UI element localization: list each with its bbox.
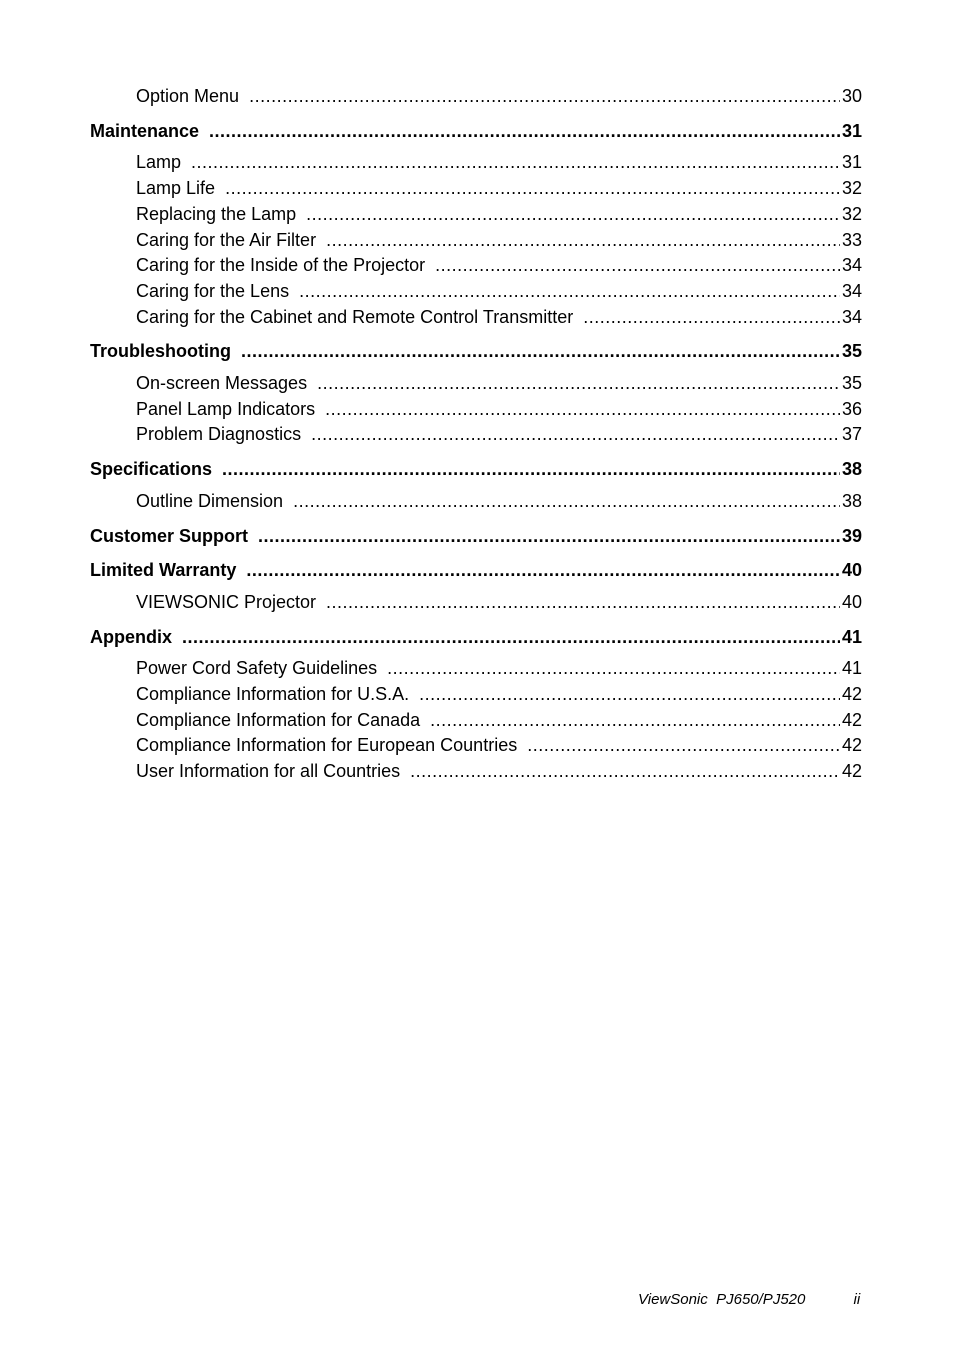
- toc-subentry[interactable]: [90, 489, 862, 515]
- toc-section-entry[interactable]: [90, 625, 862, 651]
- toc-entry-label: Troubleshooting: [90, 341, 231, 362]
- toc-entry-label: Replacing the Lamp: [136, 203, 297, 224]
- toc-entry-page: 41: [841, 626, 862, 647]
- toc-dot-leader: [306, 202, 840, 228]
- toc-entry-page: 39: [841, 525, 862, 546]
- toc-entry-label: Compliance Information for U.S.A.: [136, 684, 410, 705]
- toc-dot-leader: [293, 489, 840, 515]
- toc-entry-page: 36: [841, 398, 862, 419]
- toc-dot-leader: [246, 558, 840, 584]
- toc-entry-page: 35: [841, 373, 862, 394]
- toc-dot-leader: [249, 84, 840, 110]
- toc-entry-page: 33: [841, 229, 862, 250]
- table-of-contents: [90, 84, 862, 785]
- toc-entry-label: Appendix: [90, 626, 173, 647]
- toc-subentry[interactable]: [90, 590, 862, 616]
- toc-dot-leader: [419, 682, 840, 708]
- toc-entry-page: 38: [841, 459, 862, 480]
- footer-page-number: ii: [853, 1291, 861, 1308]
- page-footer: [638, 1291, 860, 1308]
- toc-entry-page: 34: [841, 306, 862, 327]
- toc-entry-label: Caring for the Inside of the Projector: [136, 255, 426, 276]
- toc-entry-label: Option Menu: [136, 86, 240, 106]
- toc-entry-page: 42: [841, 709, 862, 730]
- toc-subentry[interactable]: [90, 708, 862, 734]
- footer-model: PJ650/PJ520: [716, 1291, 806, 1308]
- toc-entry-page: 40: [841, 591, 862, 612]
- toc-dot-leader: [326, 590, 840, 616]
- toc-entry-label: Compliance Information for Canada: [136, 709, 421, 730]
- toc-section-entry[interactable]: [90, 339, 862, 365]
- toc-entry-page: 34: [841, 280, 862, 301]
- toc-subentry[interactable]: [90, 253, 862, 279]
- toc-dot-leader: [326, 228, 840, 254]
- toc-dot-leader: [311, 422, 840, 448]
- toc-entry-page: 31: [841, 152, 862, 173]
- toc-entry-page: 30: [841, 86, 862, 106]
- toc-subentry[interactable]: [90, 84, 862, 110]
- toc-dot-leader: [387, 656, 840, 682]
- footer-brand: ViewSonic: [638, 1291, 708, 1308]
- toc-dot-leader: [435, 253, 840, 279]
- toc-entry-label: On-screen Messages: [136, 373, 308, 394]
- toc-entry-page: 42: [841, 684, 862, 705]
- toc-entry-page: 34: [841, 255, 862, 276]
- toc-subentry[interactable]: [90, 733, 862, 759]
- toc-subentry[interactable]: [90, 176, 862, 202]
- toc-subentry[interactable]: [90, 759, 862, 785]
- toc-dot-leader: [430, 708, 840, 734]
- toc-entry-label: Caring for the Lens: [136, 280, 290, 301]
- toc-dot-leader: [225, 176, 840, 202]
- toc-entry-label: Outline Dimension: [136, 490, 284, 511]
- toc-dot-leader: [241, 339, 840, 365]
- toc-subentry[interactable]: [90, 656, 862, 682]
- toc-section-entry[interactable]: [90, 558, 862, 584]
- toc-dot-leader: [222, 457, 840, 483]
- toc-entry-page: 32: [841, 178, 862, 199]
- toc-entry-label: User Information for all Countries: [136, 761, 401, 782]
- toc-subentry[interactable]: [90, 397, 862, 423]
- toc-entry-page: 31: [841, 120, 862, 141]
- toc-entry-label: Lamp Life: [136, 178, 216, 199]
- toc-entry-label: Caring for the Cabinet and Remote Control Transmitter: [136, 306, 574, 327]
- toc-dot-leader: [182, 625, 840, 651]
- toc-subentry[interactable]: [90, 682, 862, 708]
- toc-entry-page: 35: [841, 341, 862, 362]
- toc-entry-label: Panel Lamp Indicators: [136, 398, 316, 419]
- toc-entry-page: 37: [841, 424, 862, 445]
- toc-entry-page: 42: [841, 735, 862, 756]
- toc-dot-leader: [410, 759, 840, 785]
- toc-dot-leader: [209, 119, 840, 145]
- toc-subentry[interactable]: [90, 371, 862, 397]
- toc-entry-page: 32: [841, 203, 862, 224]
- toc-dot-leader: [191, 150, 840, 176]
- toc-subentry[interactable]: [90, 228, 862, 254]
- toc-dot-leader: [527, 733, 840, 759]
- toc-section-entry[interactable]: [90, 524, 862, 550]
- toc-dot-leader: [299, 279, 840, 305]
- toc-entry-page: 38: [841, 490, 862, 511]
- toc-entry-page: 42: [841, 761, 862, 782]
- toc-dot-leader: [583, 305, 840, 331]
- toc-entry-label: Problem Diagnostics: [136, 424, 302, 445]
- toc-entry-label: Compliance Information for European Countries: [136, 735, 518, 756]
- toc-entry-page: 41: [841, 658, 862, 679]
- toc-subentry[interactable]: [90, 422, 862, 448]
- toc-subentry[interactable]: [90, 279, 862, 305]
- toc-entry-label: VIEWSONIC Projector: [136, 591, 317, 612]
- toc-entry-label: Maintenance: [90, 120, 200, 141]
- toc-section-entry[interactable]: [90, 119, 862, 145]
- toc-subentry[interactable]: [90, 150, 862, 176]
- toc-dot-leader: [317, 371, 840, 397]
- toc-entry-label: Lamp: [136, 152, 182, 173]
- toc-dot-leader: [258, 524, 840, 550]
- toc-entry-page: 40: [841, 560, 862, 581]
- toc-subentry[interactable]: [90, 202, 862, 228]
- toc-section-entry[interactable]: [90, 457, 862, 483]
- toc-entry-label: Power Cord Safety Guidelines: [136, 658, 378, 679]
- toc-dot-leader: [325, 397, 840, 423]
- toc-subentry[interactable]: [90, 305, 862, 331]
- toc-entry-label: Caring for the Air Filter: [136, 229, 317, 250]
- toc-entry-label: Specifications: [90, 459, 213, 480]
- toc-entry-label: Customer Support: [90, 525, 249, 546]
- toc-entry-label: Limited Warranty: [90, 560, 237, 581]
